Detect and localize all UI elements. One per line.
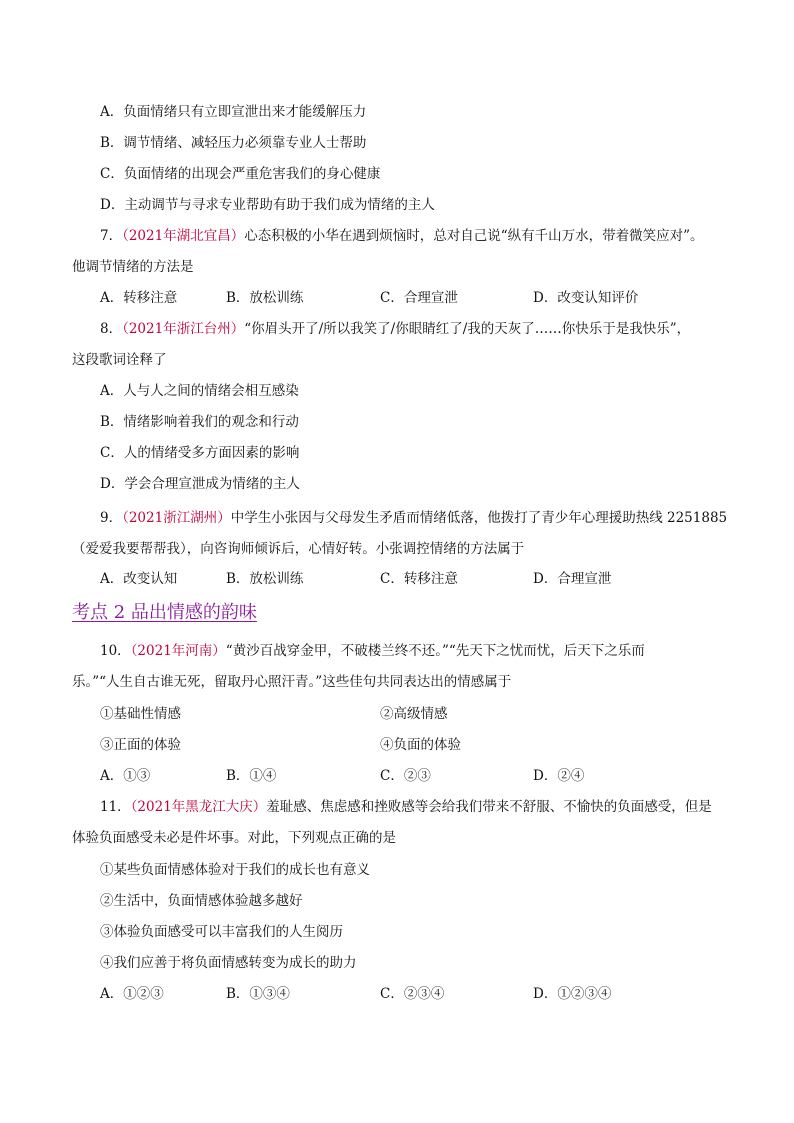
q8-option-a: A．人与人之间的情绪会相互感染 <box>100 383 299 399</box>
q6-option-d: D．主动调节与寻求专业帮助有助于我们成为情绪的主人 <box>100 197 435 213</box>
q7-option-a: A．转移注意 <box>100 290 178 306</box>
q6-option-a: A．负面情绪只有立即宣泄出来才能缓解压力 <box>100 104 367 120</box>
q11-item-4: ④我们应善于将负面情感转变为成长的助力 <box>100 955 357 971</box>
q8-stem-text: “你眉头开了/所以我笑了/你眼睛红了/我的天灰了……你快乐于是我快乐”， <box>244 321 691 337</box>
q11-item-2: ②生活中，负面情感体验越多越好 <box>100 893 303 909</box>
q7-source-tag: （2021年湖北宜昌） <box>122 228 245 244</box>
q11-stem-line1 <box>100 798 712 816</box>
q8-option-c: C．人的情绪受多方面因素的影响 <box>100 445 300 461</box>
q11-source-tag: （2021年黑龙江大庆） <box>130 799 267 815</box>
q8-option-d: D．学会合理宣泄成为情绪的主人 <box>100 476 300 492</box>
q10-item-2: ②高级情感 <box>380 706 448 722</box>
q10-option-b: B．①④ <box>226 768 277 784</box>
q10-item-3: ③正面的体验 <box>100 737 181 753</box>
q9-stem-line2: （爱爱我要帮帮我），向咨询师倾诉后，心情好转。小张调控情绪的方法属于 <box>72 541 525 557</box>
q10-option-d: D．②④ <box>533 768 585 784</box>
section-heading: 考点 2 品出情感的韵味 <box>72 602 257 623</box>
q7-stem-line2: 他调节情绪的方法是 <box>72 259 194 275</box>
q10-item-1: ①基础性情感 <box>100 706 181 722</box>
q10-stem-line1 <box>100 642 645 660</box>
q9-option-d: D．合理宣泄 <box>533 571 612 587</box>
q11-stem-line2: 体验负面感受未必是件坏事。对此，下列观点正确的是 <box>72 830 396 846</box>
q8-option-b: B．情绪影响着我们的观念和行动 <box>100 414 299 430</box>
q11-number: 11． <box>100 799 131 815</box>
q7-stem-text: 心态积极的小华在遇到烦恼时，总对自己说“纵有千山万水，带着微笑应对”。 <box>244 228 704 244</box>
q11-option-d: D．①②③④ <box>533 986 612 1002</box>
q11-item-3: ③体验负面感受可以丰富我们的人生阅历 <box>100 924 343 940</box>
q9-number: 9． <box>100 510 123 526</box>
q11-option-c: C．②③④ <box>380 986 445 1002</box>
q9-stem-line1 <box>100 509 727 527</box>
q10-number: 10． <box>100 643 131 659</box>
q7-option-d: D．改变认知评价 <box>533 290 639 306</box>
q8-source-tag: （2021年浙江台州） <box>122 321 245 337</box>
q9-option-b: B．放松训练 <box>226 571 304 587</box>
q8-number: 8． <box>100 321 123 337</box>
q7-stem-line1 <box>100 227 704 245</box>
q10-stem-line2: 乐。”“人生自古谁无死，留取丹心照汗青。”这些佳句共同表达出的情感属于 <box>72 674 512 690</box>
q10-option-c: C．②③ <box>380 768 431 784</box>
q9-option-a: A．改变认知 <box>100 571 178 587</box>
q8-stem-line1 <box>100 320 690 338</box>
q7-option-b: B．放松训练 <box>226 290 304 306</box>
q9-stem-text: 中学生小张因与父母发生矛盾而情绪低落，他拨打了青少年心理援助热线 2251885 <box>230 510 728 526</box>
q7-option-c: C．合理宣泄 <box>380 290 458 306</box>
q11-option-a: A．①②③ <box>100 986 164 1002</box>
q11-option-b: B．①③④ <box>226 986 290 1002</box>
q10-source-tag: （2021年河南） <box>130 643 226 659</box>
q6-option-c: C．负面情绪的出现会严重危害我们的身心健康 <box>100 166 381 182</box>
q10-option-a: A．①③ <box>100 768 151 784</box>
q10-stem-text: “黄沙百战穿金甲，不破楼兰终不还。”“先天下之忧而忧，后天下之乐而 <box>225 643 645 659</box>
q7-number: 7． <box>100 228 123 244</box>
q9-option-c: C．转移注意 <box>380 571 458 587</box>
q10-item-4: ④负面的体验 <box>380 737 461 753</box>
q11-item-1: ①某些负面情感体验对于我们的成长也有意义 <box>100 862 370 878</box>
q6-option-b: B．调节情绪、减轻压力必须靠专业人士帮助 <box>100 135 367 151</box>
q11-stem-text: 羞耻感、焦虑感和挫败感等会给我们带来不舒服、不愉快的负面感受，但是 <box>266 799 712 815</box>
q8-stem-line2: 这段歌词诠释了 <box>72 352 167 368</box>
q9-source-tag: （2021浙江湖州） <box>122 510 231 526</box>
